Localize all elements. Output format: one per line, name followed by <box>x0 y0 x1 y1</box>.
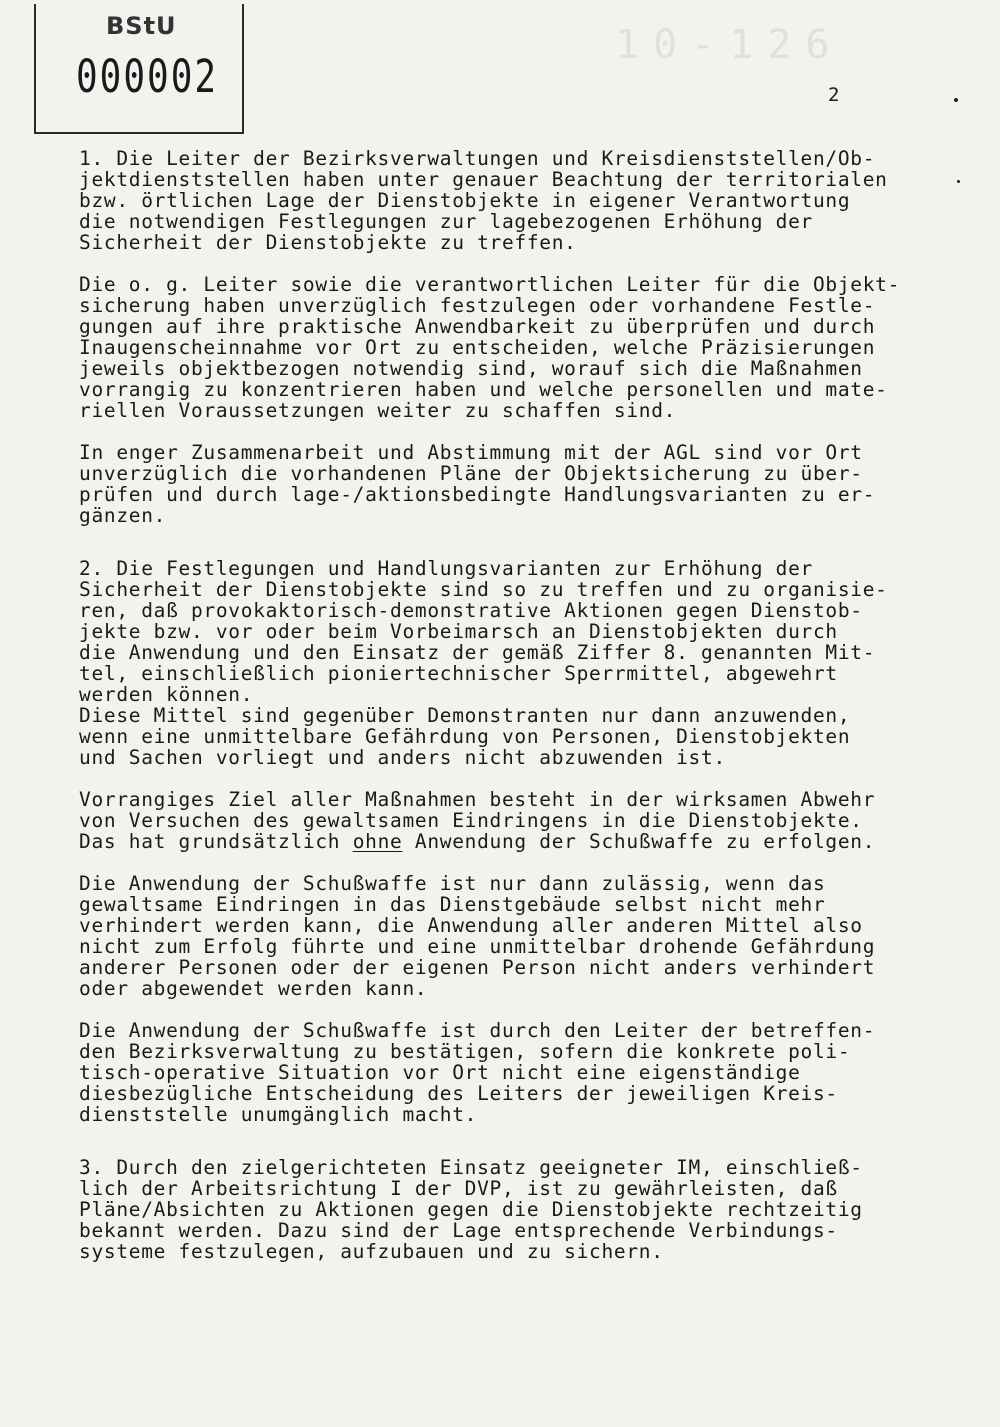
text-line: von Versuchen des gewaltsamen Eindringens in die Dienstobjekte. <box>79 809 863 832</box>
text-line: lich der Arbeitsrichtung I der DVP, ist zu gewährleisten, daß <box>79 1177 838 1200</box>
text-line: jekte bzw. vor oder beim Vorbeimarsch an Dienstobjekten durch <box>79 620 838 643</box>
paragraph-1 <box>79 148 939 253</box>
text-line: 3. Durch den zielgerichteten Einsatz geeigneter IM, einschließ- <box>79 1156 863 1179</box>
paragraph-7 <box>79 1020 939 1125</box>
paragraph-3 <box>79 442 939 526</box>
text-line: gewaltsame Eindringen in das Dienstgebäude selbst nicht mehr <box>79 893 826 916</box>
text-line: die Anwendung und den Einsatz der gemäß Ziffer 8. genannten Mit- <box>79 641 876 664</box>
text-line: sicherung haben unverzüglich festzulegen oder vorhandene Festle- <box>79 294 876 317</box>
text-line <box>79 831 939 852</box>
text-line: vorrangig zu konzentrieren haben und welche personellen und mate- <box>79 378 888 401</box>
text-line: jeweils objektbezogen notwendig sind, worauf sich die Maßnahmen <box>79 357 863 380</box>
text-line: Pläne/Absichten zu Aktionen gegen die Dienstobjekte rechtzeitig <box>79 1198 863 1221</box>
paragraph-4 <box>79 558 939 768</box>
text-line: bekannt werden. Dazu sind der Lage entsprechende Verbindungs- <box>79 1219 838 1242</box>
text-line: und Sachen vorliegt und anders nicht abzuwenden ist. <box>79 746 726 769</box>
paragraph-5 <box>79 789 939 852</box>
text-line: diesbezügliche Entscheidung des Leiters der jeweiligen Kreis- <box>79 1082 838 1105</box>
text-line: unverzüglich die vorhandenen Pläne der Objektsicherung zu über- <box>79 462 863 485</box>
paragraph-2 <box>79 274 939 421</box>
text-line: prüfen und durch lage-/aktionsbedingte Handlungsvarianten zu er- <box>79 483 876 506</box>
text-line: wenn eine unmittelbare Gefährdung von Personen, Dienstobjekten <box>79 725 851 748</box>
text-line: bzw. örtlichen Lage der Dienstobjekte in eigener Verantwortung <box>79 189 851 212</box>
text-line: tisch-operative Situation vor Ort nicht eine eigenständige <box>79 1061 801 1084</box>
text-line: tel, einschließlich pioniertechnischer Sperrmittel, abgewehrt <box>79 662 838 685</box>
text-line: oder abgewendet werden kann. <box>79 977 428 1000</box>
text-line: riellen Voraussetzungen weiter zu schaffen sind. <box>79 399 677 422</box>
scan-speck <box>954 98 958 102</box>
paragraph-6 <box>79 873 939 999</box>
text-line: Die Anwendung der Schußwaffe ist durch den Leiter der betreffen- <box>79 1019 876 1042</box>
text-line: ren, daß provokaktorisch-demonstrative Aktionen gegen Dienstob- <box>79 599 863 622</box>
text-line: systeme festzulegen, aufzubauen und zu sichern. <box>79 1240 664 1263</box>
stamp-label: BStU <box>106 12 177 40</box>
text-fragment: Anwendung der Schußwaffe zu erfolgen. <box>402 830 876 853</box>
text-line: Vorrangiges Ziel aller Maßnahmen besteht in der wirksamen Abwehr <box>79 788 876 811</box>
text-line: verhindert werden kann, die Anwendung aller anderen Mittel also <box>79 914 863 937</box>
text-line: die notwendigen Festlegungen zur lagebezogenen Erhöhung der <box>79 210 813 233</box>
text-line: nicht zum Erfolg führte und eine unmittelbar drohende Gefährdung <box>79 935 876 958</box>
text-line: gänzen. <box>79 504 167 527</box>
archive-stamp <box>34 4 244 134</box>
paragraph-8 <box>79 1157 939 1262</box>
page-number: 2 <box>828 84 840 106</box>
text-line: anderer Personen oder der eigenen Person nicht anders verhindert <box>79 956 876 979</box>
document-body <box>79 148 939 1283</box>
text-line: den Bezirksverwaltung zu bestätigen, sofern die konkrete poli- <box>79 1040 851 1063</box>
text-line: 2. Die Festlegungen und Handlungsvarianten zur Erhöhung der <box>79 557 813 580</box>
text-line: Die o. g. Leiter sowie die verantwortlichen Leiter für die Objekt- <box>79 273 901 296</box>
text-line: Sicherheit der Dienstobjekte sind so zu treffen und zu organisie- <box>79 578 888 601</box>
underlined-word: ohne <box>352 830 403 853</box>
text-fragment: Das hat grundsätzlich <box>79 830 353 853</box>
text-line: Die Anwendung der Schußwaffe ist nur dann zulässig, wenn das <box>79 872 826 895</box>
text-line: gungen auf ihre praktische Anwendbarkeit zu überprüfen und durch <box>79 315 876 338</box>
text-line: Sicherheit der Dienstobjekte zu treffen. <box>79 231 577 254</box>
stamp-number: 000002 <box>76 52 219 104</box>
text-line: 1. Die Leiter der Bezirksverwaltungen und Kreisdienststellen/Ob- <box>79 147 876 170</box>
text-line: Diese Mittel sind gegenüber Demonstranten nur dann anzuwenden, <box>79 704 851 727</box>
scan-speck <box>957 180 960 183</box>
faint-background-text: 10-126 <box>615 22 844 68</box>
text-line: werden können. <box>79 683 254 706</box>
text-line: Inaugenscheinnahme vor Ort zu entscheiden, welche Präzisierungen <box>79 336 876 359</box>
text-line: jektdienststellen haben unter genauer Beachtung der territorialen <box>79 168 888 191</box>
text-line: In enger Zusammenarbeit und Abstimmung mit der AGL sind vor Ort <box>79 441 863 464</box>
text-line: dienststelle unumgänglich macht. <box>79 1103 478 1126</box>
